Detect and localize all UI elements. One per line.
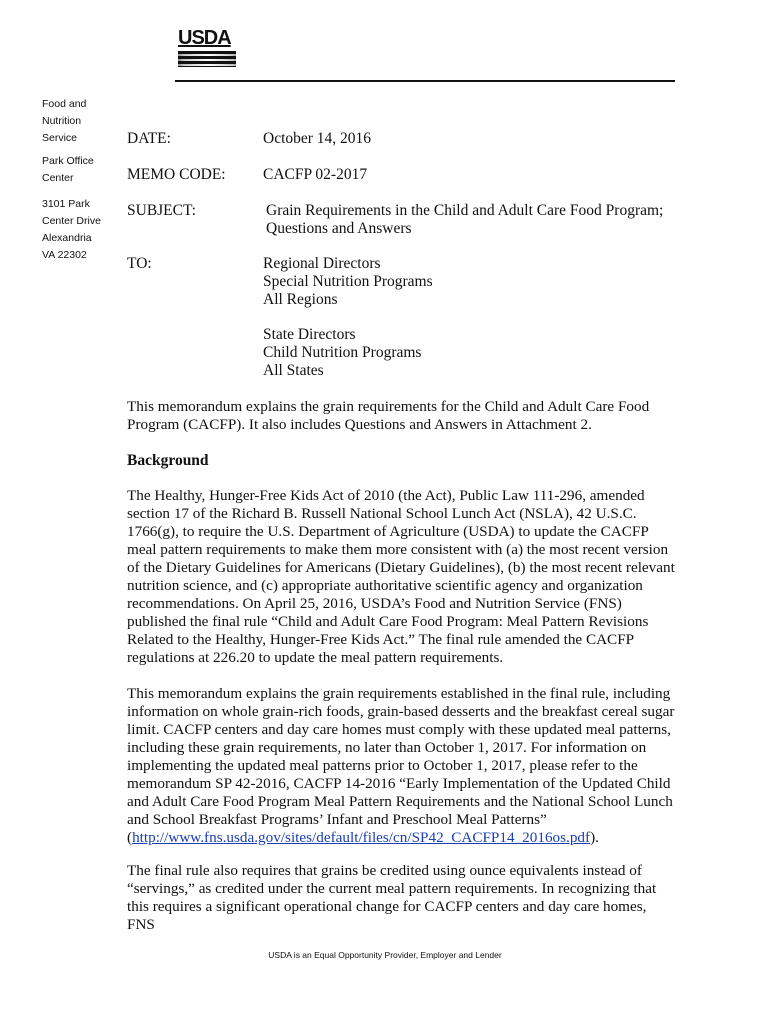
- logo-hills-icon: [178, 51, 236, 67]
- to-recipients-state: State Directors Child Nutrition Programs All States: [263, 326, 422, 379]
- background-heading: Background: [127, 452, 209, 469]
- memo-code-value: CACFP 02-2017: [263, 166, 368, 183]
- memo-code-label: MEMO CODE:: [127, 166, 226, 183]
- background-paragraph: The Healthy, Hunger-Free Kids Act of 2010 (the Act), Public Law 111-296, amended section 17 of the Richard B. Russell National School Lunch Act (NSLA), 42 U.S.C. 1766(g), to require the U.S. Department of Agriculture (USDA) to update the CACFP meal pattern requirements to make them more consistent with (a) the most recent version of the Dietary Guidelines for Americans (Dietary Guidelines), (b) the most recent relevant nutrition science, and (c) appropriate authoritative scientific agency and organization recommendations. On April 25, 2016, USDA’s Food and Nutrition Service (FNS) published the final rule “Child and Adult Care Food Program: Meal Pattern Revisions Related to the Healthy, Hunger-Free Kids Act.” The final rule amended the CACFP regulations at 226.20 to update the meal pattern requirements.: [127, 487, 675, 666]
- usda-logo: [178, 28, 238, 67]
- office-name: Park Office Center: [42, 155, 94, 184]
- date-value: October 14, 2016: [263, 130, 372, 147]
- ounce-equivalents-paragraph: The final rule also requires that grains be credited using ounce equivalents instead of “servings,” as credited under the current meal pattern requirements. In recognizing that this requires a significant operational change for CACFP centers and day care homes, FNS: [127, 862, 657, 933]
- paragraph-text: This memorandum explains the grain requirements established in the final rule, including information on whole grain-rich foods, grain-based desserts and the breakfast cereal sugar limit. CACFP centers and day care homes must comply with these updated meal patterns, including these grain requirements, no later than October 1, 2017. For information on implementing the updated meal patterns prior to October 1, 2017, please refer to the memorandum SP 42-2016, CACFP 14-2016 “Early Implementation of the Updated Child and Adult Care Food Program Meal Pattern Requirements and the National School Lunch and School Breakfast Programs’ Infant and Preschool Meal Patterns” (: [127, 685, 675, 846]
- to-label: TO:: [127, 255, 152, 272]
- date-label: DATE:: [127, 130, 171, 147]
- footer-text: USDA is an Equal Opportunity Provider, Employer and Lender: [268, 950, 502, 960]
- memo-link[interactable]: http://www.fns.usda.gov/sites/default/files/cn/SP42_CACFP14_2016os.pdf: [132, 829, 591, 846]
- agency-name: Food and Nutrition Service: [42, 98, 87, 144]
- to-recipients-regional: Regional Directors Special Nutrition Programs All Regions: [263, 255, 433, 308]
- intro-paragraph: This memorandum explains the grain requirements for the Child and Adult Care Food Program (CACFP). It also includes Questions and Answers in Attachment 2.: [127, 398, 650, 433]
- logo-text: USDA: [178, 27, 231, 49]
- paragraph-end: ).: [590, 829, 599, 846]
- office-address: 3101 Park Center Drive Alexandria VA 22302: [42, 198, 101, 261]
- subject-label: SUBJECT:: [127, 202, 196, 219]
- subject-value: Grain Requirements in the Child and Adult Care Food Program; Questions and Answers: [266, 202, 664, 237]
- grain-requirements-paragraph: [127, 685, 677, 847]
- letterhead-rule: [175, 80, 675, 82]
